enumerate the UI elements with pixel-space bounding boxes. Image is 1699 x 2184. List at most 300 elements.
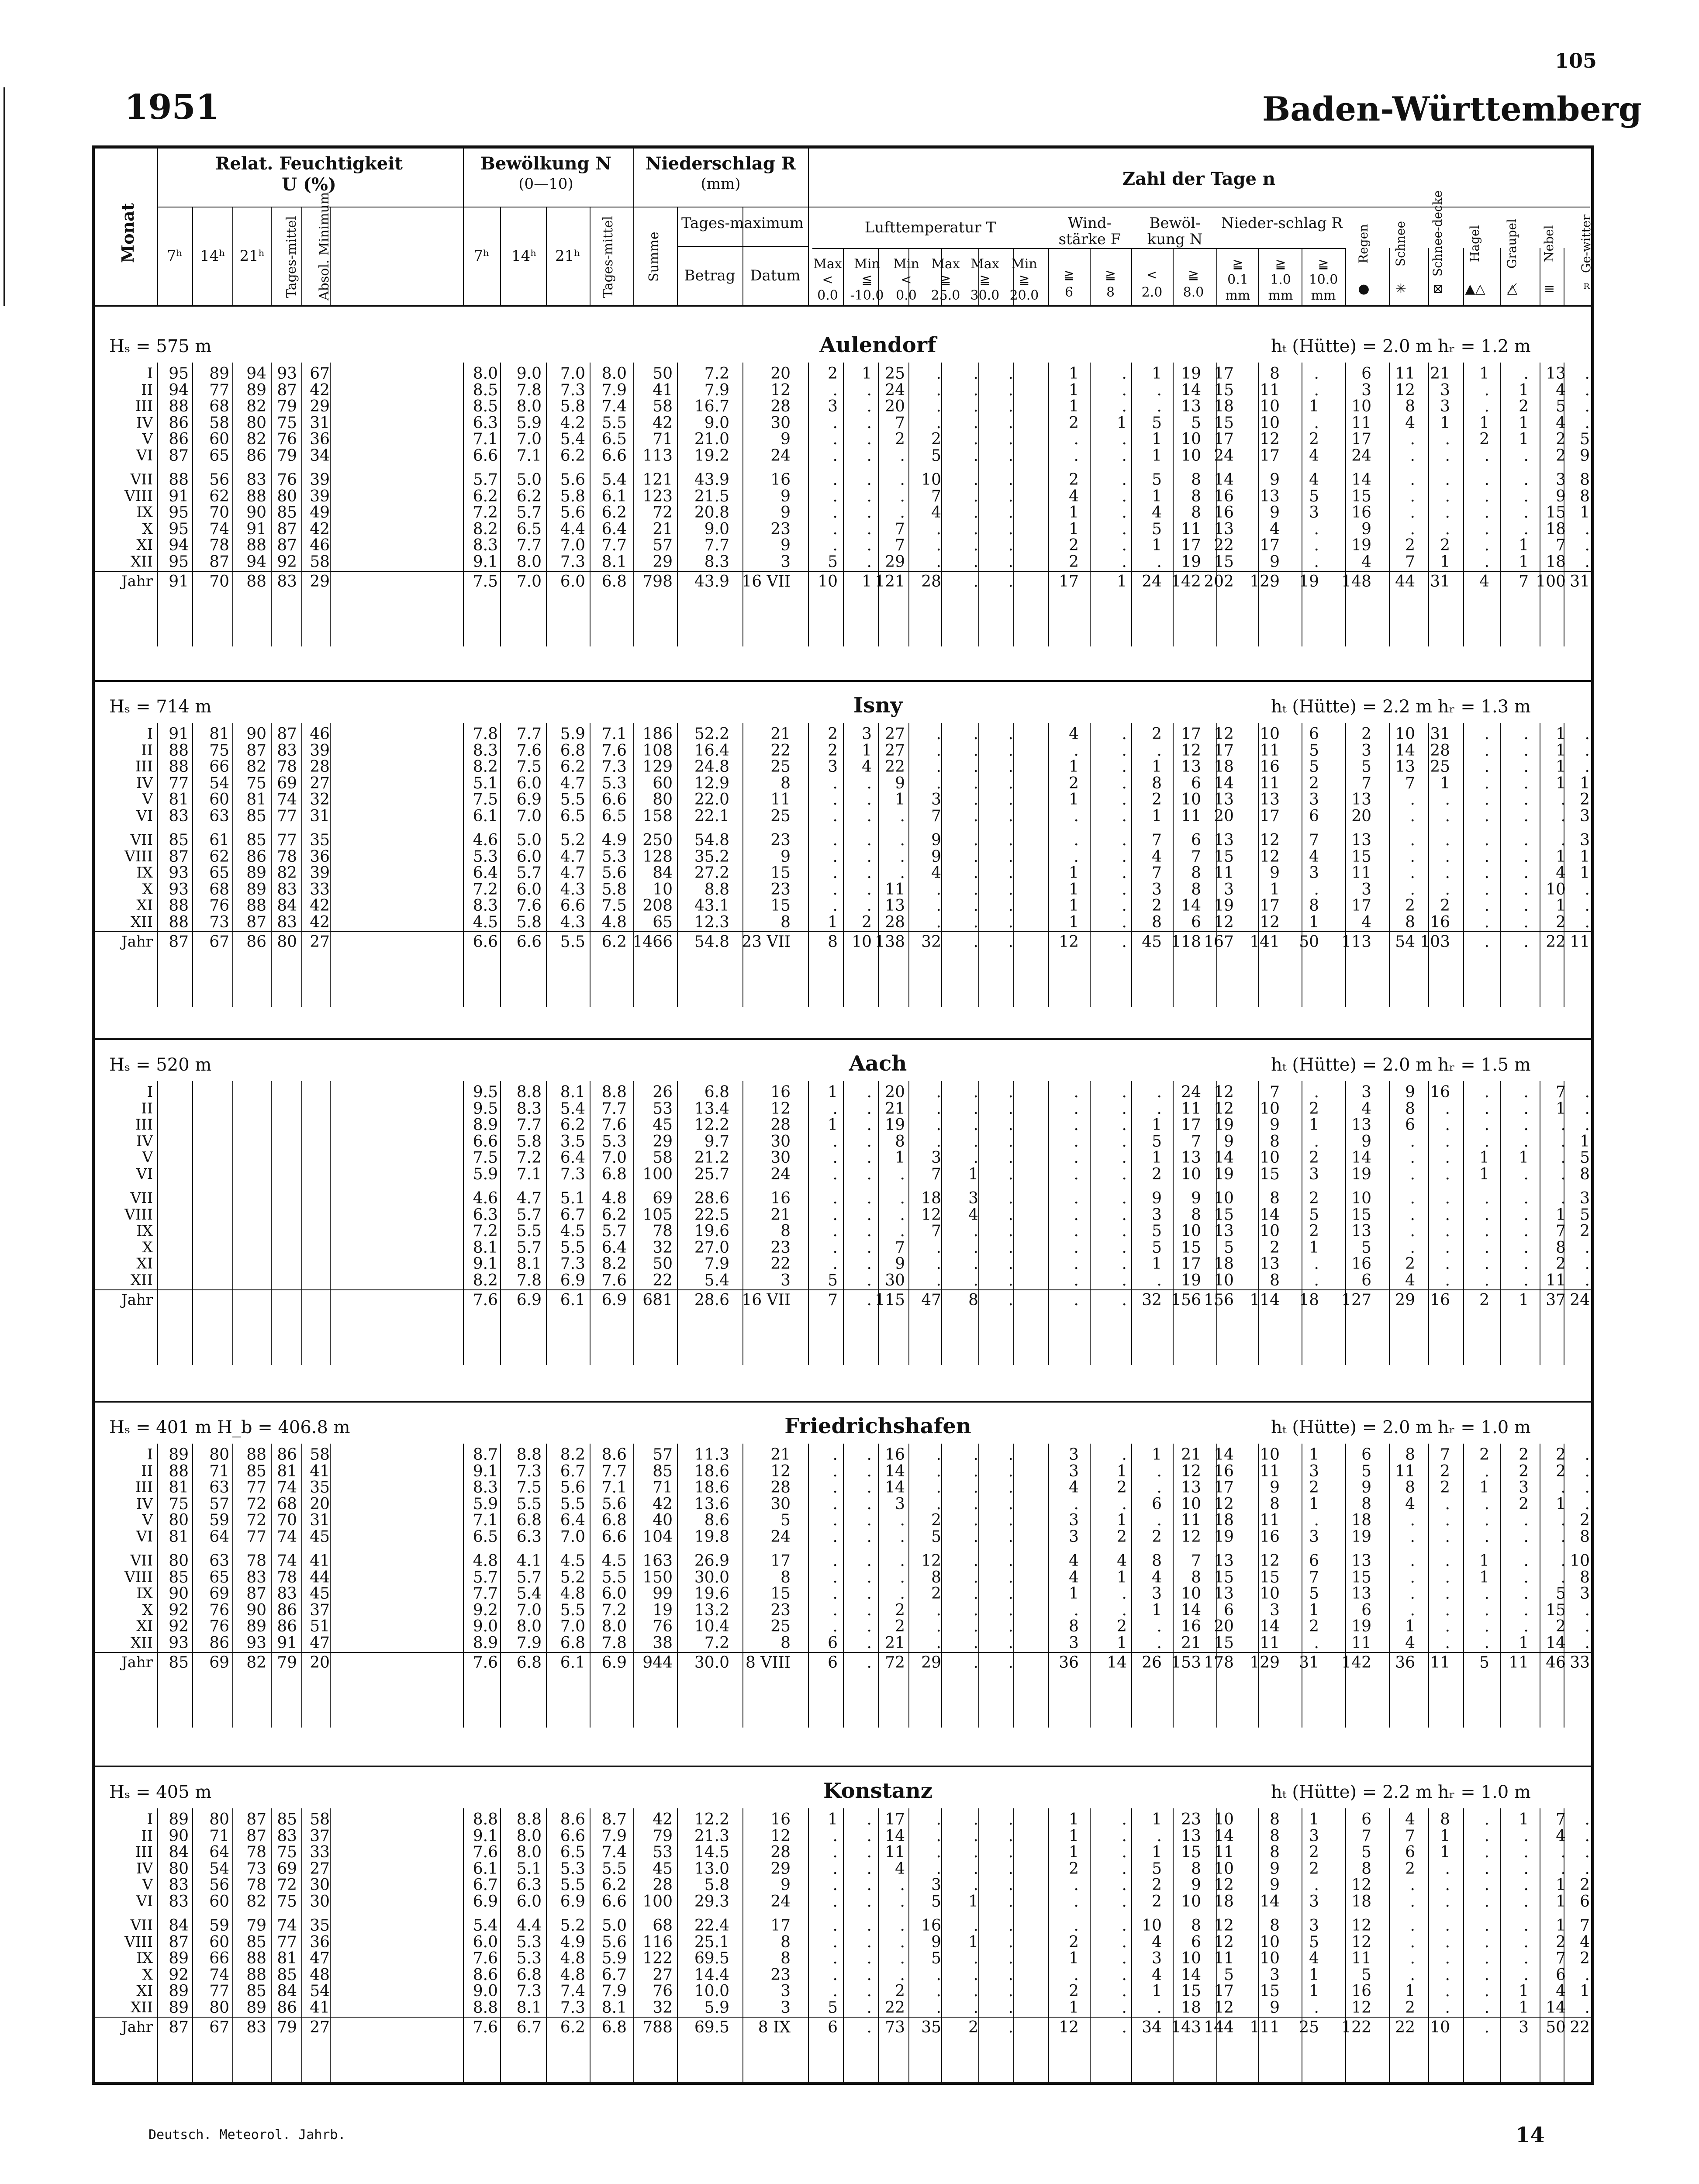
month-label: II: [141, 1099, 153, 1117]
month-label: VII: [130, 471, 153, 488]
table-cell: 6.4: [601, 1238, 627, 1257]
table-cell: 113: [642, 446, 673, 465]
table-cell: 2: [1440, 1479, 1450, 1496]
table-cell: 54: [310, 1982, 330, 2000]
table-cell: .: [1008, 520, 1013, 538]
table-cell: 18: [1299, 1291, 1319, 1309]
margin-line: [3, 87, 5, 306]
month-label: X: [142, 1966, 153, 1984]
table-cell: .: [900, 807, 905, 825]
header-zahl: Zahl der Tage n: [1122, 169, 1276, 189]
table-cell: 19: [1214, 1116, 1234, 1134]
table-cell: .: [832, 1511, 838, 1529]
table-cell: 186: [642, 725, 673, 743]
table-cell: .: [867, 1827, 872, 1845]
table-cell: 17: [1181, 1255, 1201, 1273]
month-label: X: [142, 880, 153, 898]
table-cell: .: [973, 365, 978, 383]
table-cell: 87: [246, 1811, 266, 1828]
table-cell: .: [867, 1495, 872, 1513]
table-cell: 13: [1351, 1552, 1371, 1570]
table-cell: 5.6: [560, 471, 585, 489]
table-cell: 15: [1351, 847, 1371, 866]
table-cell: 5.4: [516, 1585, 542, 1603]
table-cell: .: [1585, 414, 1590, 432]
table-cell: .: [1410, 471, 1415, 489]
table-cell: 27: [653, 1966, 673, 1984]
table-cell: .: [867, 1271, 872, 1289]
table-cell: .: [1445, 880, 1450, 898]
table-cell: 6.9: [601, 1654, 627, 1672]
table-cell: 6: [828, 1654, 838, 1672]
table-cell: .: [1523, 897, 1529, 915]
table-cell: 8: [780, 1634, 791, 1652]
table-cell: 9: [780, 1876, 791, 1894]
month-label: V: [142, 791, 153, 808]
table-cell: .: [973, 913, 978, 931]
table-cell: 18: [1214, 397, 1234, 415]
table-cell: .: [1484, 1585, 1489, 1603]
table-cell: .: [1484, 1917, 1489, 1935]
table-cell: .: [936, 1601, 941, 1619]
table-cell: 944: [642, 1654, 673, 1672]
table-cell: .: [1008, 1132, 1013, 1151]
table-cell: .: [936, 1099, 941, 1118]
month-label: VII: [130, 1917, 153, 1934]
table-cell: 6.6: [560, 897, 585, 915]
table-cell: 21: [770, 725, 791, 743]
table-cell: 1: [1556, 897, 1566, 915]
table-cell: .: [1523, 847, 1529, 866]
table-cell: 2: [1580, 1876, 1590, 1894]
table-cell: 87: [209, 553, 229, 571]
table-cell: 5: [780, 1511, 791, 1529]
table-cell: .: [1410, 1568, 1415, 1586]
header-wx-2: Schnee-decke: [1430, 190, 1445, 276]
table-cell: .: [1585, 1083, 1590, 1101]
table-cell: 83: [277, 913, 297, 931]
table-cell: 36: [1059, 1654, 1079, 1672]
table-cell: .: [1523, 864, 1529, 882]
table-cell: 14: [1546, 1634, 1566, 1652]
table-cell: 28: [653, 1876, 673, 1894]
table-cell: .: [1561, 1116, 1566, 1134]
table-cell: .: [1561, 1859, 1566, 1878]
table-cell: 16: [1260, 1527, 1280, 1546]
table-cell: 5.9: [560, 725, 585, 743]
table-cell: .: [1445, 1949, 1450, 1967]
table-cell: 6.8: [601, 573, 627, 591]
header-wind-1-0: ≧: [1105, 267, 1116, 283]
table-cell: 41: [310, 1998, 330, 2017]
table-cell: 32: [310, 791, 330, 809]
table-cell: 6: [1361, 1446, 1371, 1464]
table-cell: 4: [1361, 553, 1371, 571]
table-cell: 10: [1181, 1892, 1201, 1911]
table-cell: 22: [1546, 933, 1566, 951]
table-cell: .: [900, 847, 905, 866]
table-cell: 2: [1556, 446, 1566, 465]
month-label: XI: [136, 897, 153, 914]
table-cell: 2: [828, 725, 838, 743]
table-cell: 75: [277, 1892, 297, 1911]
table-cell: 7: [1580, 1917, 1590, 1935]
table-cell: 5.5: [560, 791, 585, 809]
table-cell: 80: [277, 487, 297, 505]
table-cell: 9: [780, 430, 791, 448]
table-cell: .: [973, 1083, 978, 1101]
table-cell: 24: [885, 381, 905, 399]
table-cell: 5: [1361, 1843, 1371, 1861]
table-cell: 85: [169, 1568, 189, 1586]
table-cell: .: [1008, 471, 1013, 489]
table-cell: 62: [209, 487, 229, 505]
table-cell: 6.3: [516, 1527, 542, 1546]
table-cell: 2: [931, 1511, 941, 1529]
month-label: X: [142, 1601, 153, 1619]
table-cell: .: [973, 1601, 978, 1619]
table-cell: 1: [1519, 381, 1529, 399]
table-cell: 104: [642, 1527, 673, 1546]
table-cell: .: [1410, 487, 1415, 505]
table-cell: .: [1008, 1083, 1013, 1101]
month-label: VI: [136, 1527, 153, 1545]
table-cell: .: [936, 520, 941, 538]
table-cell: 75: [209, 741, 229, 760]
table-cell: 4.8: [560, 1966, 585, 1984]
table-cell: 7.7: [516, 1116, 542, 1134]
table-cell: .: [867, 520, 872, 538]
table-cell: 83: [277, 741, 297, 760]
header-wx-sym-4: △̸: [1507, 281, 1518, 297]
table-cell: 92: [169, 1617, 189, 1635]
table-cell: 21: [770, 1206, 791, 1224]
table-cell: .: [1523, 1083, 1529, 1101]
page-number: 105: [1555, 49, 1597, 73]
table-cell: .: [1445, 1966, 1450, 1984]
table-cell: .: [1074, 1222, 1079, 1240]
table-cell: 4: [1069, 1479, 1079, 1496]
table-cell: .: [867, 1149, 872, 1167]
table-cell: 81: [277, 1462, 297, 1480]
table-cell: 13: [1546, 365, 1566, 383]
table-cell: 74: [277, 1527, 297, 1546]
table-cell: 1: [862, 365, 872, 383]
table-cell: 2: [1556, 913, 1566, 931]
table-cell: .: [1585, 381, 1590, 399]
table-cell: 28: [770, 1116, 791, 1134]
table-cell: 35: [310, 1917, 330, 1935]
table-cell: .: [867, 1811, 872, 1828]
table-cell: 1: [1069, 864, 1079, 882]
table-cell: 87: [246, 1585, 266, 1603]
table-cell: 12: [1181, 1462, 1201, 1480]
table-cell: 58: [209, 414, 229, 432]
table-cell: 8.0: [516, 1843, 542, 1861]
table-cell: .: [1410, 1132, 1415, 1151]
table-cell: 12: [1214, 1876, 1234, 1894]
month-label: XI: [136, 1617, 153, 1635]
table-cell: 8: [1405, 913, 1415, 931]
table-cell: .: [1008, 1271, 1013, 1289]
table-cell: .: [1122, 1917, 1127, 1935]
table-cell: .: [973, 1099, 978, 1118]
header-lt-5-1: ≧: [1019, 272, 1030, 287]
table-cell: 8.5: [473, 381, 498, 399]
table-cell: .: [1445, 1552, 1450, 1570]
month-label: XI: [136, 1255, 153, 1272]
table-cell: 81: [246, 791, 266, 809]
table-cell: 1: [1309, 1811, 1319, 1828]
table-cell: 5.8: [560, 487, 585, 505]
table-cell: 6.6: [473, 1132, 498, 1151]
table-cell: .: [900, 471, 905, 489]
table-cell: .: [936, 1271, 941, 1289]
table-cell: .: [832, 1165, 838, 1183]
table-cell: 13: [1214, 831, 1234, 849]
table-cell: .: [1523, 1132, 1529, 1151]
table-cell: 21: [770, 1446, 791, 1464]
table-cell: 8: [968, 1291, 978, 1309]
table-cell: 19.6: [694, 1585, 729, 1603]
table-cell: 13: [1181, 1827, 1201, 1845]
table-cell: 21: [885, 1099, 905, 1118]
table-cell: .: [1561, 1552, 1566, 1570]
table-cell: 21.2: [694, 1149, 729, 1167]
table-cell: 30: [770, 1495, 791, 1513]
month-label: X: [142, 1238, 153, 1256]
table-cell: 8.1: [473, 1238, 498, 1257]
table-cell: 11: [1351, 414, 1371, 432]
table-cell: 16: [885, 1446, 905, 1464]
table-cell: 78: [277, 758, 297, 776]
table-cell: 1: [1309, 1238, 1319, 1257]
table-cell: 14: [1351, 471, 1371, 489]
table-cell: 6.7: [601, 1966, 627, 1984]
table-cell: .: [1314, 536, 1319, 554]
table-cell: .: [867, 504, 872, 522]
table-cell: 17: [885, 1811, 905, 1828]
table-cell: 8: [780, 774, 791, 792]
table-cell: 3.5: [560, 1132, 585, 1151]
table-cell: 14: [1260, 1617, 1280, 1635]
table-cell: 2: [1069, 1982, 1079, 2000]
table-cell: 16: [1214, 1462, 1234, 1480]
table-cell: 100: [1536, 573, 1566, 591]
table-cell: 1: [1069, 1998, 1079, 2017]
table-cell: .: [1008, 1479, 1013, 1496]
table-cell: 7.0: [560, 536, 585, 554]
table-cell: 12: [1214, 913, 1234, 931]
table-cell: 4.8: [601, 1189, 627, 1207]
table-cell: 86: [277, 1998, 297, 2017]
table-cell: 46: [310, 536, 330, 554]
table-cell: 65: [653, 913, 673, 931]
table-cell: .: [1008, 1811, 1013, 1828]
header-wx-3: Hagel: [1468, 225, 1482, 263]
table-cell: 42: [310, 381, 330, 399]
table-cell: .: [1585, 741, 1590, 760]
table-cell: 9: [931, 831, 941, 849]
table-cell: .: [1008, 504, 1013, 522]
table-cell: 7.0: [560, 1527, 585, 1546]
table-cell: 20: [310, 1495, 330, 1513]
table-cell: .: [1523, 1859, 1529, 1878]
table-cell: .: [832, 1843, 838, 1861]
table-cell: 87: [169, 446, 189, 465]
table-cell: .: [1445, 1511, 1450, 1529]
table-cell: 2: [1309, 1189, 1319, 1207]
table-cell: .: [1445, 504, 1450, 522]
station-block: [92, 684, 1594, 1033]
table-cell: 3: [1069, 1446, 1079, 1464]
table-cell: 16: [770, 1811, 791, 1828]
table-cell: 3: [1309, 864, 1319, 882]
table-cell: 13: [1260, 1255, 1280, 1273]
table-cell: .: [1523, 1917, 1529, 1935]
table-cell: 5.8: [560, 397, 585, 415]
table-cell: .: [900, 1206, 905, 1224]
table-cell: 12: [770, 1099, 791, 1118]
table-cell: .: [1122, 1982, 1127, 2000]
header-bew-0-0: <: [1146, 267, 1158, 283]
table-cell: 35.2: [694, 847, 729, 866]
table-cell: 32: [653, 1238, 673, 1257]
table-cell: .: [1122, 913, 1127, 931]
table-cell: 85: [653, 1462, 673, 1480]
table-cell: 14: [1107, 1654, 1127, 1672]
table-cell: .: [936, 758, 941, 776]
table-cell: .: [1561, 1511, 1566, 1529]
table-cell: 15: [1181, 1982, 1201, 2000]
table-cell: .: [1410, 1876, 1415, 1894]
table-cell: 79: [277, 397, 297, 415]
table-cell: 73: [885, 2018, 905, 2036]
table-cell: 2: [1405, 897, 1415, 915]
table-cell: 7: [931, 807, 941, 825]
table-cell: 9.5: [473, 1099, 498, 1118]
table-cell: .: [1585, 1634, 1590, 1652]
table-cell: 1: [968, 1892, 978, 1911]
table-cell: 66: [209, 1949, 229, 1967]
header-lt-3-2: 25.0: [931, 288, 960, 303]
table-cell: 8: [1309, 897, 1319, 915]
table-cell: 88: [169, 913, 189, 931]
table-cell: 1: [1270, 880, 1280, 898]
table-cell: 9: [1270, 864, 1280, 882]
table-cell: .: [1585, 758, 1590, 776]
table-cell: 32: [921, 933, 941, 951]
table-cell: 116: [642, 1933, 673, 1951]
table-cell: 8: [1580, 1527, 1590, 1546]
table-cell: .: [1484, 1527, 1489, 1546]
table-cell: .: [1585, 1495, 1590, 1513]
table-cell: 9: [780, 504, 791, 522]
table-cell: 1: [1309, 1966, 1319, 1984]
table-cell: 87: [277, 381, 297, 399]
table-cell: .: [1484, 774, 1489, 792]
table-cell: 11: [1509, 1654, 1529, 1672]
table-cell: .: [1314, 1998, 1319, 2017]
table-cell: 15: [770, 897, 791, 915]
table-cell: .: [1561, 1479, 1566, 1496]
table-cell: 88: [169, 397, 189, 415]
table-cell: 72: [653, 504, 673, 522]
table-cell: .: [1008, 365, 1013, 383]
table-cell: .: [1484, 1099, 1489, 1118]
table-cell: .: [1484, 1238, 1489, 1257]
table-cell: 6: [1405, 1116, 1415, 1134]
table-cell: 7.3: [516, 1982, 542, 2000]
header-niederschlag: Nieder-schlag R: [1221, 214, 1343, 232]
table-cell: 5.8: [601, 880, 627, 898]
table-cell: 28: [885, 913, 905, 931]
table-cell: 93: [169, 1634, 189, 1652]
table-cell: 5.5: [601, 414, 627, 432]
table-cell: .: [973, 1634, 978, 1652]
table-cell: 21: [653, 520, 673, 538]
table-cell: 15: [1214, 553, 1234, 571]
table-cell: 12: [1214, 1933, 1234, 1951]
table-cell: 12: [1351, 1917, 1371, 1935]
month-label: I: [147, 1083, 153, 1101]
month-label: II: [141, 1827, 153, 1845]
table-cell: 81: [169, 1479, 189, 1496]
table-cell: 7.1: [601, 1479, 627, 1496]
table-cell: 5.3: [601, 1132, 627, 1151]
table-cell: 5.1: [516, 1859, 542, 1878]
table-cell: .: [867, 1238, 872, 1257]
table-cell: 7: [1361, 1827, 1371, 1845]
table-cell: 8.3: [516, 1099, 542, 1118]
header-lt-5-0: Min: [1011, 256, 1037, 272]
table-cell: .: [973, 1511, 978, 1529]
table-cell: 141: [1250, 933, 1280, 951]
table-cell: .: [1445, 791, 1450, 809]
table-cell: 5.8: [704, 1876, 729, 1894]
table-cell: 81: [169, 791, 189, 809]
table-cell: 89: [246, 1998, 266, 2017]
table-cell: .: [1008, 807, 1013, 825]
table-cell: 17: [1260, 446, 1280, 465]
table-cell: 114: [1250, 1291, 1280, 1309]
table-cell: 45: [310, 1527, 330, 1546]
table-cell: .: [1523, 487, 1529, 505]
table-cell: .: [1008, 831, 1013, 849]
table-cell: .: [1122, 365, 1127, 383]
table-cell: .: [832, 1206, 838, 1224]
table-cell: .: [973, 1255, 978, 1273]
header-wx-5: Nebel: [1542, 225, 1556, 263]
table-cell: .: [936, 1132, 941, 1151]
table-cell: .: [1074, 1132, 1079, 1151]
table-cell: 5: [1309, 1933, 1319, 1951]
table-cell: 6.3: [473, 1206, 498, 1224]
table-cell: 61: [209, 831, 229, 849]
table-cell: 1: [1069, 1843, 1079, 1861]
table-cell: 8.6: [704, 1511, 729, 1529]
table-cell: 1: [1556, 1876, 1566, 1894]
table-cell: .: [1484, 1222, 1489, 1240]
table-cell: 7.0: [560, 1617, 585, 1635]
table-cell: 1: [1152, 1811, 1162, 1828]
table-cell: 92: [169, 1601, 189, 1619]
table-cell: 8.9: [473, 1116, 498, 1134]
table-cell: 60: [209, 430, 229, 448]
table-cell: .: [1484, 758, 1489, 776]
table-cell: 19: [1214, 1527, 1234, 1546]
table-cell: .: [1074, 1165, 1079, 1183]
